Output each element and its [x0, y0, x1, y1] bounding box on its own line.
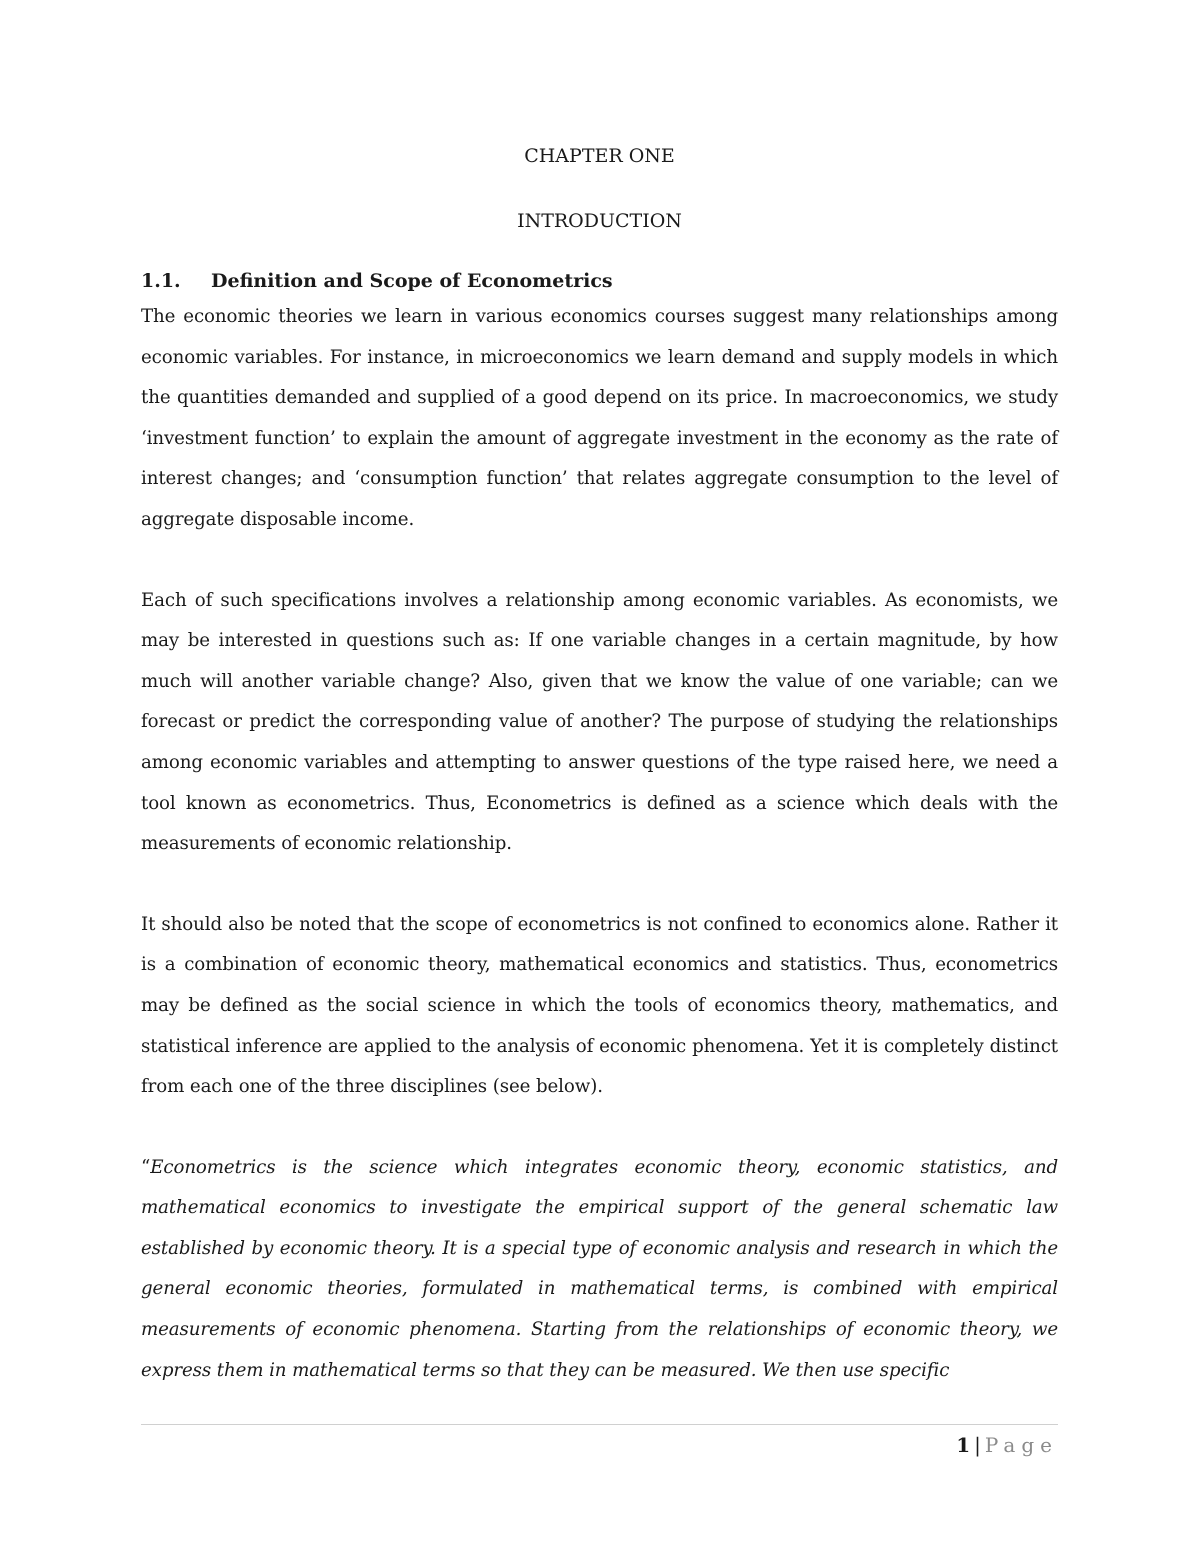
paragraph-1: The economic theories we learn in various economics courses suggest many relationships among economic variables. For instance, in microeconomics we learn demand and supply models in which the quantities demanded and supplied of a good depend on its price. In macroeconomics, we study ‘investment function’ to explain the amount of aggregate investment in the economy as the rate of interest changes; and ‘consumption function’ that relates aggregate consumption to the level of aggregate disposable income. — [141, 306, 1058, 530]
section-heading — [141, 267, 1058, 295]
page-number-block — [956, 1431, 1058, 1459]
quote-open-mark: “ — [141, 1156, 151, 1178]
chapter-title: CHAPTER ONE — [524, 145, 675, 167]
page-label: Page — [984, 1433, 1058, 1457]
section-title: INTRODUCTION — [517, 210, 682, 232]
section-number: 1.1. — [141, 270, 181, 292]
quote-paragraph — [141, 1148, 1058, 1392]
page-content — [141, 140, 1058, 1391]
paragraph-2: Each of such specifications involves a relationship among economic variables. As economists, we may be interested in questions such as: If one variable changes in a certain magnitude, by how much will another variable change? Also, given that we know the value of one variable; can we forecast or predict the corresponding value of another? The purpose of studying the relationships among economic variables and attempting to answer questions of the type raised here, we need a tool known as econometrics. Thus, Econometrics is defined as a science which deals with the measurements of economic relationship. — [141, 589, 1058, 855]
page-number: 1 — [956, 1433, 971, 1457]
page-separator: | — [974, 1433, 981, 1457]
paragraph-3: It should also be noted that the scope of econometrics is not confined to economics alone. Rather it is a combination of economic theory, mathematical economics and statistics. Thus, econometrics may be defined as the social science in which the tools of economics theory, mathematics, and statistical inference are applied to the analysis of economic phenomena. Yet it is completely distinct from each one of the three disciplines (see below). — [141, 913, 1058, 1098]
page-footer — [141, 1424, 1058, 1465]
quote-text: Econometrics is the science which integrates economic theory, economic statistics, and mathematical economics to investigate the empirical support of the general schematic law established by economic theory. It is a special type of economic analysis and research in which the general economic theories, formulated in mathematical terms, is combined with empirical measurements of economic phenomena. Starting from the relationships of economic theory, we express them in mathematical terms so that they can be measured. We then use specific — [141, 1156, 1058, 1381]
section-heading-text: Definition and Scope of Econometrics — [211, 270, 613, 292]
